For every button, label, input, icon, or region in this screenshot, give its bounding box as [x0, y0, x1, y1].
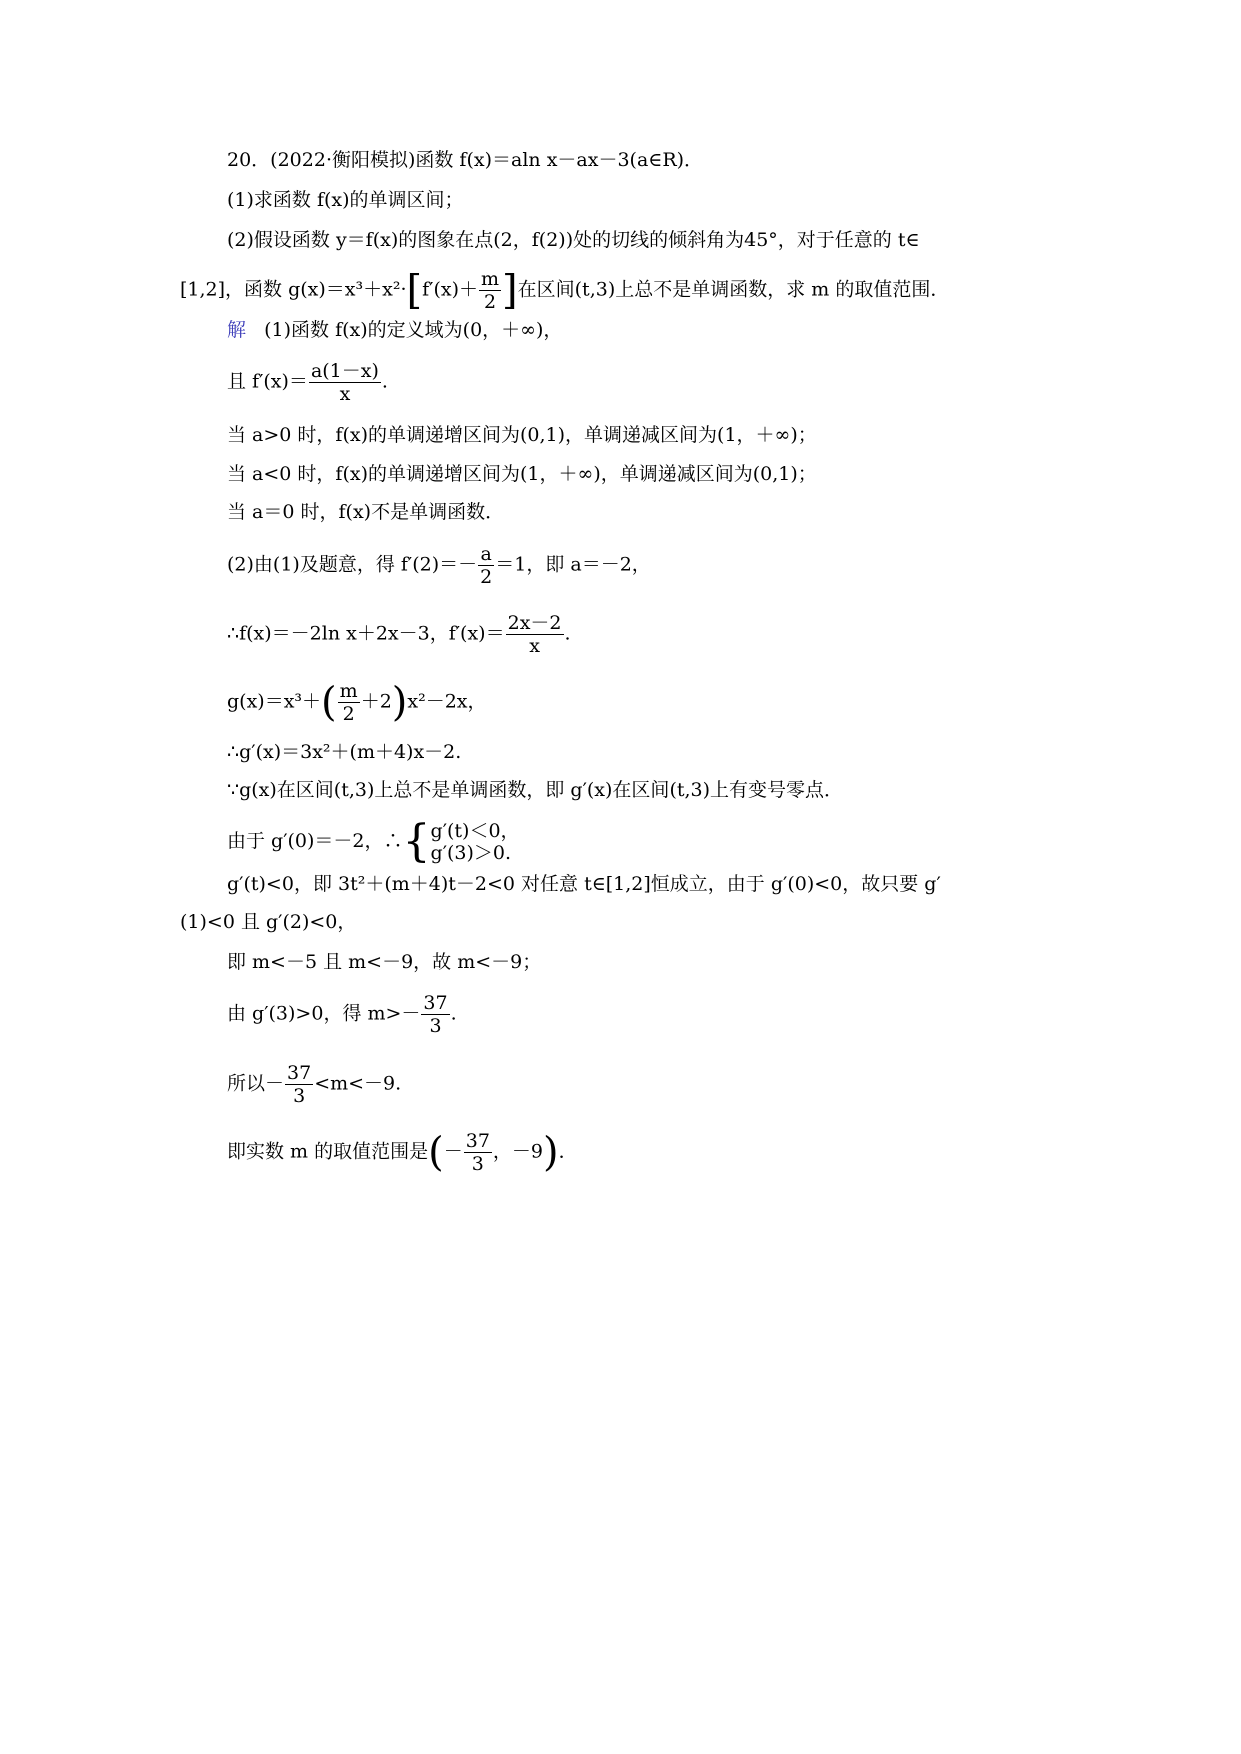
right-paren: ): [391, 679, 408, 726]
solution-line-9: ∴g′(x)＝3x²＋(m＋4)x－2.: [227, 741, 462, 763]
solution-line-5: 当 a＝0 时，f(x)不是单调函数．: [227, 501, 505, 523]
solution-line-17: 即实数 m 的取值范围是(－ $\frac{37}{3}$ ，－9)．: [227, 1129, 578, 1176]
solution-line-4: 当 a<0 时，f(x)的单调递增区间为(1，＋∞)，单调递减区间为(0,1)；: [227, 463, 817, 485]
left-paren: (: [321, 679, 337, 726]
problem-statement: 20．(2022·衡阳模拟)函数 f(x)＝aln x－ax－3(a∈R)．: [227, 149, 704, 171]
solution-line-16: 所以－ $\frac{37}{3}$ <m<－9.: [227, 1062, 402, 1107]
problem-part2-line2: [1,2]，函数 g(x)＝x³＋x²·[f′(x)＋ $\frac{m}{2}$ ]在区间(t,3)上总不是单调函数，求 m 的取值范围．: [180, 267, 950, 314]
fraction-m-over-2-b: $\frac{m}{2}$: [339, 680, 358, 725]
solution-line-6: (2)由(1)及题意，得 f′(2)＝－ $\frac{a}{2}$ ＝1，即 a＝－2，: [227, 543, 651, 588]
derivative-fraction: $\frac{a(1-x)}{x}$: [310, 360, 379, 405]
solution-line-3: 当 a>0 时，f(x)的单调递增区间为(0,1)，单调递减区间为(1，＋∞)；: [227, 424, 817, 446]
solution-line-7: ∴f(x)＝－2ln x＋2x－3，f′(x)＝ $\frac{2x-2}{x}$ .: [227, 612, 571, 657]
problem-part1: (1)求函数 f(x)的单调区间；: [227, 189, 464, 211]
fraction-m-over-2: [479, 268, 501, 313]
solution-line-14: 即 m<－5 且 m<－9，故 m<－9；: [227, 951, 542, 973]
system-brace: {: [402, 816, 431, 867]
fraction-a-over-2: $\frac{a}{2}$: [480, 543, 493, 588]
fraction-37-over-3-c: $\frac{37}{3}$: [465, 1130, 490, 1175]
solution-line-12: g′(t)<0，即 3t²＋(m＋4)t－2<0 对任意 t∈[1,2]恒成立，由于 g′(0)<0，故只要 g′: [227, 873, 941, 895]
solution-line-10: ∵g(x)在区间(t,3)上总不是单调函数，即 g′(x)在区间(t,3)上有变号零点．: [227, 779, 844, 801]
solution-line-11: 由于 g′(0)＝－2，∴{ g′(t)＜0， g′(3)＞0.: [227, 816, 520, 867]
solution-line-1: 解 (1)函数 f(x)的定义域为(0，＋∞)，: [227, 319, 563, 341]
left-paren-range: (: [428, 1129, 444, 1176]
fraction-numerator: m: [481, 268, 500, 290]
fraction-denominator: 2: [483, 291, 497, 313]
solution-line-13: (1)<0 且 g′(2)<0，: [180, 911, 357, 933]
right-paren-range: ): [543, 1129, 559, 1176]
problem-part2-line1: (2)假设函数 y＝f(x)的图象在点(2，f(2))处的切线的倾斜角为45°，对于任意的 t∈: [227, 229, 920, 251]
solution-line-15: 由 g′(3)>0，得 m>－ $\frac{37}{3}$ .: [227, 992, 457, 1037]
fraction-37-over-3-b: $\frac{37}{3}$: [287, 1062, 312, 1107]
solution-label: 解: [227, 319, 247, 341]
inequality-system: { g′(t)＜0， g′(3)＞0.: [402, 816, 520, 867]
fraction-37-over-3-a: $\frac{37}{3}$: [423, 992, 448, 1037]
solution-line-8: g(x)＝x³＋( $\frac{m}{2}$ ＋2)x²－2x，: [227, 679, 487, 726]
fraction-2x-2-over-x: $\frac{2x-2}{x}$: [507, 612, 562, 657]
right-bracket: ]: [502, 267, 518, 314]
left-bracket: [: [406, 267, 423, 314]
solution-line-2: 且 f′(x)＝ $\frac{a(1-x)}{x}$ .: [227, 360, 388, 405]
